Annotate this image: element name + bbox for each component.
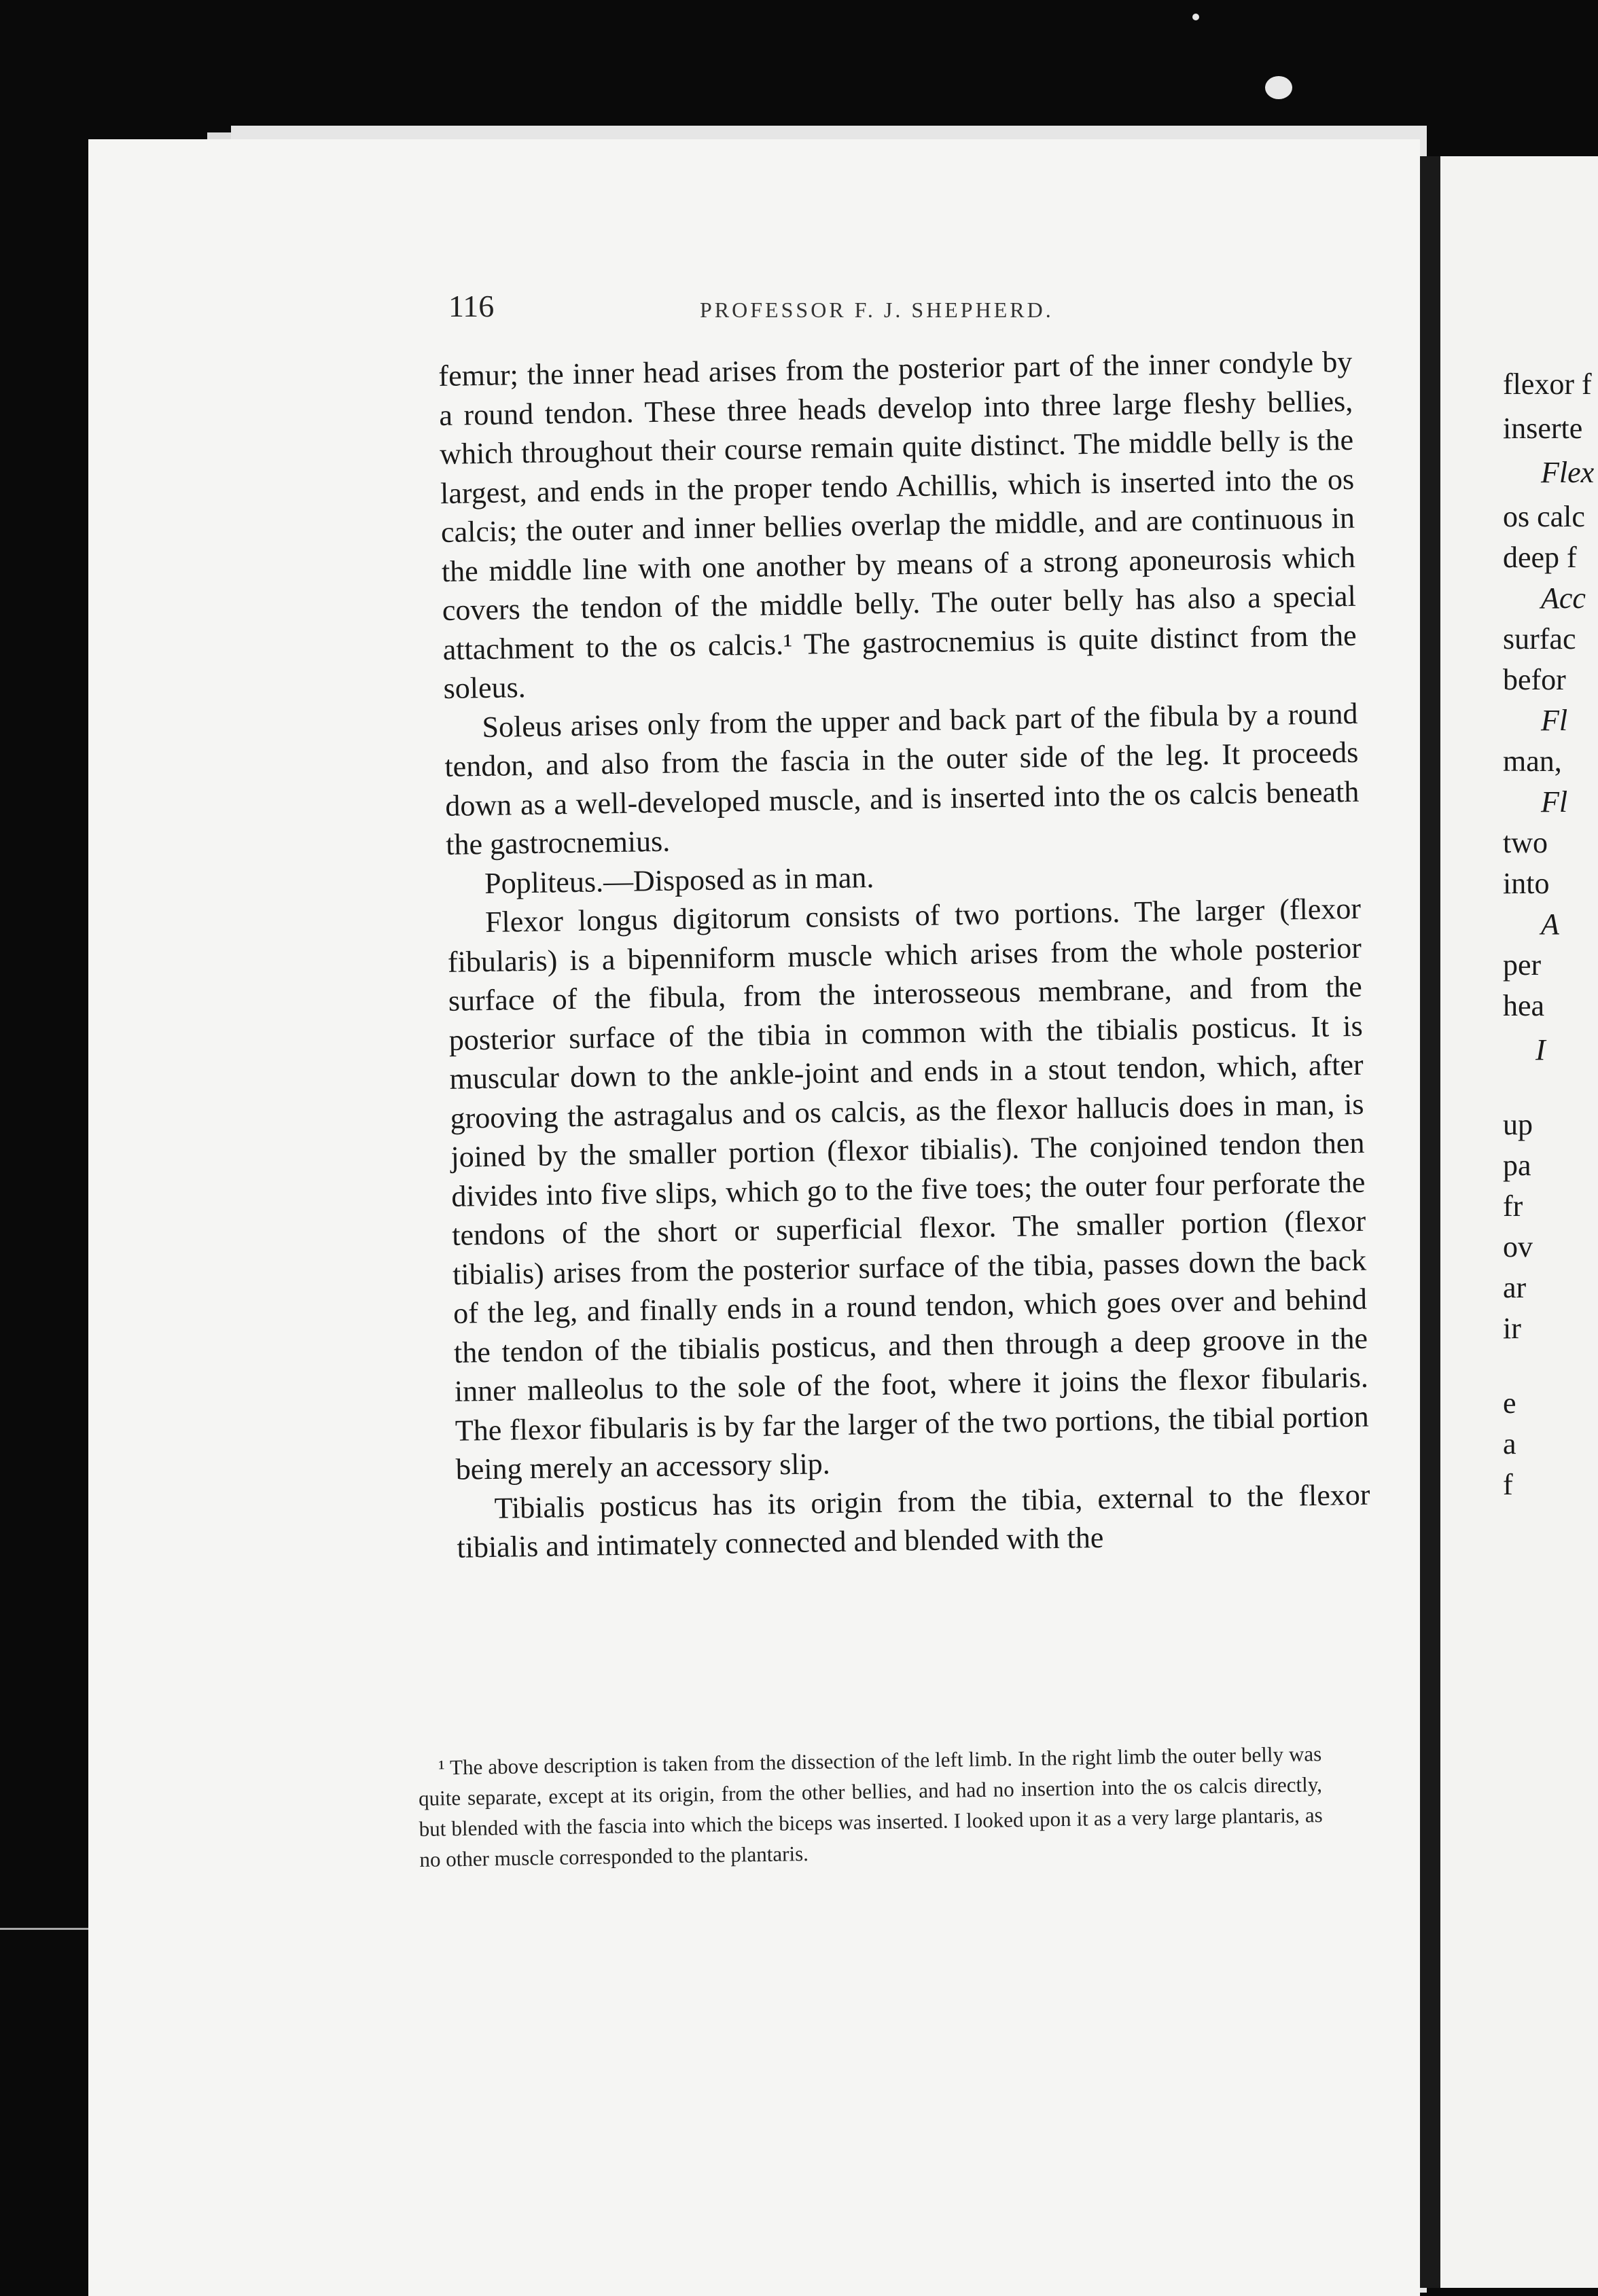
right-fragment: Acc bbox=[1541, 581, 1586, 615]
right-fragment: A bbox=[1541, 908, 1559, 941]
right-fragment: befor bbox=[1503, 663, 1566, 696]
right-fragment: ar bbox=[1503, 1271, 1527, 1304]
right-fragment: fr bbox=[1503, 1189, 1523, 1223]
right-fragment: os calc bbox=[1503, 500, 1585, 533]
right-fragment: hea bbox=[1503, 989, 1545, 1022]
right-fragment: per bbox=[1503, 948, 1542, 982]
paragraph: femur; the inner head arises from the posterior part of the inner condyle by a round tendon. These three heads develop into three large fleshy bellies, which throughout their course remain quite distinct. The middle belly is the largest, and ends in the proper tendo Achillis, which is inserted into the os calcis; the outer and inner bellies overlap the middle, and are continuous in the middle line with one another by means of a strong aponeurosis which covers the tendon of the middle belly. The outer belly has also a special attachment to the os calcis.¹ The gastrocnemius is quite distinct from the soleus. bbox=[438, 344, 1357, 705]
right-fragment: a bbox=[1503, 1427, 1516, 1460]
paragraph: Soleus arises only from the upper and back part of the fibula by a round tendon, and also from the fascia in the outer side of the leg. It proceeds down as a well-developed muscle, and is inserted into the os calcis beneath the gastrocnemius. bbox=[444, 696, 1360, 861]
right-fragment: pa bbox=[1503, 1149, 1531, 1182]
dust-speck bbox=[1265, 76, 1292, 99]
right-fragment: deep f bbox=[1503, 541, 1577, 574]
footnote-text: ¹ The above description is taken from the dissection of the left limb. In the right limb the outer belly was quite separate, except at its origin, from the other bellies, and had no insertion into the os calcis directly, but blended with the fascia into which the biceps was inserted. I looked upon it as a very large plantaris, as no other muscle corresponded to the plantaris. bbox=[418, 1742, 1323, 1871]
paragraph: Popliteus.—Disposed as in man. bbox=[484, 860, 874, 900]
running-head: PROFESSOR F. J. SHEPHERD. bbox=[700, 298, 1054, 322]
right-fragment: e bbox=[1503, 1386, 1516, 1420]
right-fragment: Flex bbox=[1541, 456, 1595, 489]
right-fragment: ov bbox=[1503, 1230, 1533, 1263]
right-fragment: up bbox=[1503, 1108, 1533, 1141]
paragraph: Tibialis posticus has its origin from the tibia, external to the flexor tibialis and intimately connected and blended with the bbox=[457, 1477, 1370, 1564]
right-fragment: surfac bbox=[1503, 622, 1576, 656]
right-fragment: man, bbox=[1503, 745, 1562, 778]
footnote bbox=[418, 1738, 1324, 1875]
right-fragment: ir bbox=[1503, 1312, 1521, 1345]
right-fragment: inserte bbox=[1503, 412, 1583, 445]
dust-speck bbox=[1192, 14, 1199, 20]
right-fragment: flexor f bbox=[1503, 367, 1592, 401]
right-fragment: Fl bbox=[1541, 704, 1568, 737]
body-text bbox=[438, 342, 1371, 1567]
page-number: 116 bbox=[448, 289, 495, 323]
paragraph: Flexor longus digitorum consists of two portions. The larger (flexor fibularis) is a bipenniform muscle which arises from the whole posterior surface of the fibula, from the interosseous membrane, and from the posterior surface of the tibia in common with the tibialis posticus. It is muscular down to the ankle-joint and ends in a stout tendon, which, after grooving the astragalus and os calcis, as the flexor hallucis does in man, is joined by the smaller portion (flexor tibialis). The conjoined tendon then divides into five slips, which go to the five toes; the outer four perforate the tendons of the short or superficial flexor. The smaller portion (flexor tibialis) arises from the posterior surface of the tibia, passes down the back of the leg, and finally ends in a round tendon, which goes over and behind the tendon of the tibialis posticus, and then through a deep groove in the inner malleolus to the sole of the foot, where it joins the flexor fibularis. The flexor fibularis is by far the larger of the two portions, the tibial portion being merely an accessory slip. bbox=[447, 891, 1370, 1486]
right-fragment: Fl bbox=[1541, 785, 1568, 819]
right-fragment: I bbox=[1535, 1033, 1546, 1066]
right-fragment: two bbox=[1503, 826, 1548, 859]
right-fragment: f bbox=[1503, 1468, 1513, 1501]
right-fragment: into bbox=[1503, 867, 1550, 900]
right-page bbox=[1440, 156, 1598, 2288]
